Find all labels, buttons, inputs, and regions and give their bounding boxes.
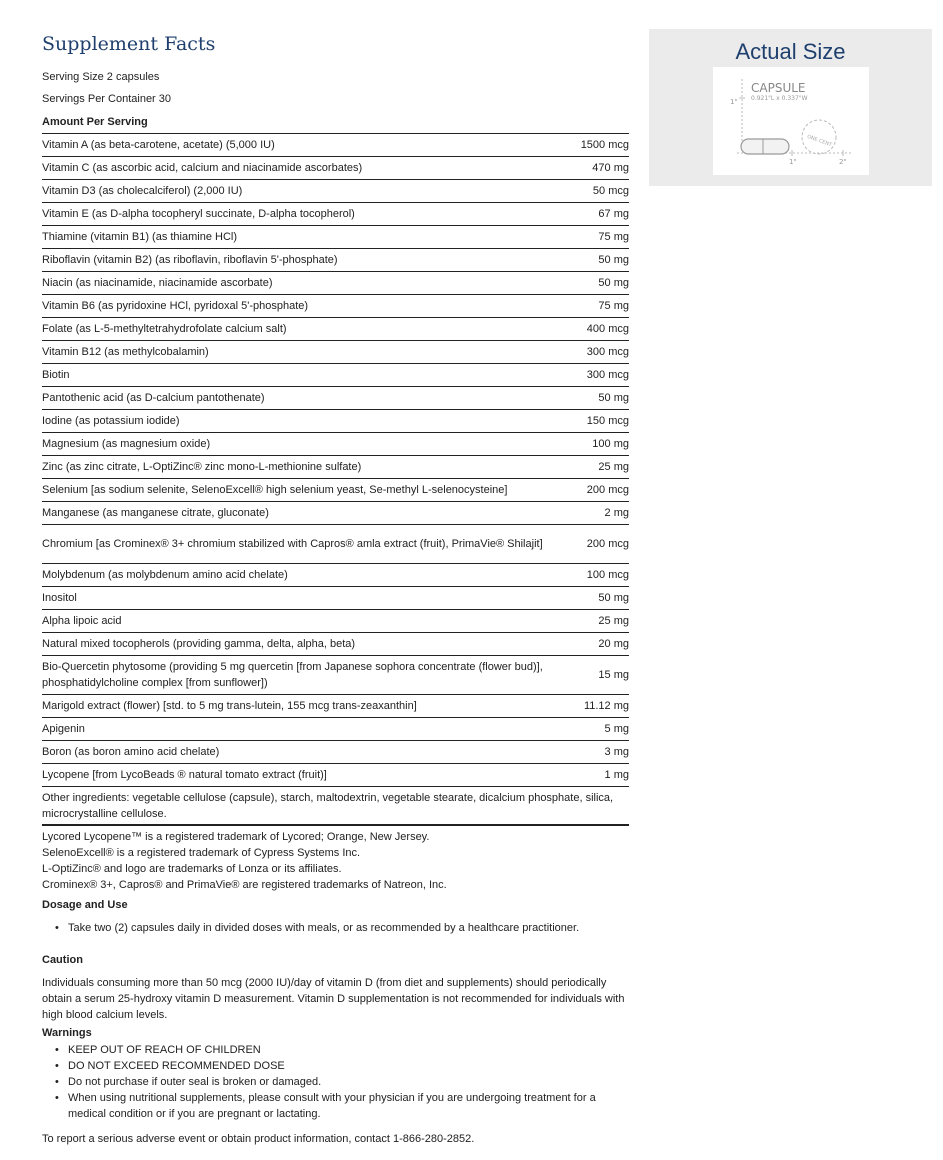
table-row: [42, 456, 629, 479]
nutrient-name: Iodine (as potassium iodide): [42, 415, 180, 427]
nutrient-name: Boron (as boron amino acid chelate): [42, 746, 220, 758]
nutrient-name: Thiamine (vitamin B1) (as thiamine HCl): [42, 231, 237, 243]
nutrient-amount: 67 mg: [598, 208, 629, 220]
table-row: [42, 295, 629, 318]
capsule-diagram: [713, 67, 869, 175]
nutrient-amount: 50 mg: [598, 592, 629, 604]
dosage-list: [42, 920, 629, 936]
trademark-note: L-OptiZinc® and logo are trademarks of Lonza or its affiliates.: [42, 863, 342, 875]
nutrient-name: Magnesium (as magnesium oxide): [42, 438, 211, 450]
adverse-event-contact: To report a serious adverse event or obtain product information, contact 1-866-280-2852.: [42, 1133, 475, 1145]
nutrient-name: Chromium [as Crominex® 3+ chromium stabilized with Capros® amla extract (fruit), PrimaVie® Shilajit]: [42, 538, 543, 550]
table-row: [42, 587, 629, 610]
table-row: [42, 364, 629, 387]
nutrient-name: Inositol: [42, 592, 77, 604]
table-row: [42, 272, 629, 295]
nutrient-name: Pantothenic acid (as D-calcium pantothenate): [42, 392, 265, 404]
table-row: [42, 226, 629, 249]
dosage-heading: Dosage and Use: [42, 899, 128, 911]
nutrient-name: Vitamin A (as beta-carotene, acetate) (5,000 IU): [42, 139, 275, 151]
actual-size-heading: Actual Size: [735, 39, 846, 64]
nutrient-amount: 1 mg: [604, 769, 629, 781]
table-row: [42, 633, 629, 656]
nutrient-name: Selenium [as sodium selenite, SelenoExcell® high selenium yeast, Se-methyl L-selenocysteine]: [42, 484, 508, 496]
nutrient-name: Vitamin B12 (as methylcobalamin): [42, 346, 209, 358]
nutrient-amount: 25 mg: [598, 615, 629, 627]
table-row: [42, 695, 629, 718]
table-row: [42, 387, 629, 410]
ruler-mark-1in-horizontal: 1": [789, 158, 797, 166]
capsule-size-graphic: [713, 67, 869, 175]
table-row: [42, 249, 629, 272]
ruler-mark-2in-horizontal: 2": [839, 158, 847, 166]
table-row: [42, 318, 629, 341]
nutrient-name: Biotin: [42, 369, 70, 381]
trademark-notes: [42, 829, 629, 893]
nutrient-amount: 300 mcg: [586, 346, 629, 358]
nutrient-name: Riboflavin (vitamin B2) (as riboflavin, riboflavin 5'-phosphate): [42, 254, 338, 266]
page-title: Supplement Facts: [42, 33, 216, 55]
nutrient-amount: 300 mcg: [586, 369, 629, 381]
nutrient-name: Manganese (as manganese citrate, gluconate): [42, 507, 269, 519]
nutrient-amount: 200 mcg: [586, 484, 629, 496]
table-row: [42, 564, 629, 587]
trademark-note: SelenoExcell® is a registered trademark of Cypress Systems Inc.: [42, 847, 361, 859]
trademark-note: Lycored Lycopene™ is a registered trademark of Lycored; Orange, New Jersey.: [42, 831, 430, 843]
table-row: [42, 410, 629, 433]
nutrient-amount: 2 mg: [604, 507, 629, 519]
table-row: [42, 502, 629, 525]
list-item: • When using nutritional supplements, please consult with your physician if you are undergoing treatment for a medical condition or if you are pregnant or lactating.: [42, 1090, 629, 1122]
capsule-dimensions: 0.921"L x 0.337"W: [751, 95, 808, 102]
nutrient-amount: 11.12 mg: [583, 700, 629, 712]
caution-text: Individuals consuming more than 50 mcg (2000 IU)/day of vitamin D (from diet and supplements) should periodically obtain a serum 25-hydroxy vitamin D measurement. Vitamin D supplementation is not recommended for individuals with high blood calcium levels.: [42, 977, 625, 1021]
nutrient-amount: 150 mcg: [586, 415, 629, 427]
nutrient-name: Bio-Quercetin phytosome (providing 5 mg quercetin [from Japanese sophora concentrate (flower bud)], phosphatidylcholine complex [from sunflower]): [42, 661, 543, 689]
table-row: [42, 656, 629, 695]
nutrient-name: Vitamin E (as D-alpha tocopheryl succinate, D-alpha tocopherol): [42, 208, 355, 220]
trademark-note: Crominex® 3+, Capros® and PrimaVie® are registered trademarks of Natreon, Inc.: [42, 879, 447, 891]
table-row: [42, 479, 629, 502]
nutrient-name: Marigold extract (flower) [std. to 5 mg trans-lutein, 155 mcg trans-zeaxanthin]: [42, 700, 417, 712]
nutrient-amount: 75 mg: [598, 231, 629, 243]
nutrient-amount: 400 mcg: [586, 323, 629, 335]
nutrient-name: Vitamin B6 (as pyridoxine HCl, pyridoxal 5'-phosphate): [42, 300, 309, 312]
other-ingredients: Other ingredients: vegetable cellulose (capsule), starch, maltodextrin, vegetable stearate, dicalcium phosphate, silica, microcrystalline cellulose.: [42, 790, 629, 826]
nutrient-amount: 50 mg: [598, 392, 629, 404]
nutrient-amount: 100 mcg: [586, 569, 629, 581]
nutrient-amount: 75 mg: [598, 300, 629, 312]
nutrient-name: Lycopene [from LycoBeads ® natural tomato extract (fruit)]: [42, 769, 327, 781]
capsule-shape: [741, 139, 789, 154]
table-row: [42, 203, 629, 226]
nutrient-amount: 50 mcg: [592, 185, 629, 197]
nutrient-name: Zinc (as zinc citrate, L-OptiZinc® zinc mono-L-methionine sulfate): [42, 461, 362, 473]
servings-per-container: Servings Per Container 30: [42, 93, 172, 105]
nutrient-name: Vitamin D3 (as cholecalciferol) (2,000 IU): [42, 185, 243, 197]
table-row: [42, 433, 629, 456]
list-item: • KEEP OUT OF REACH OF CHILDREN: [42, 1042, 629, 1058]
nutrient-amount: 1500 mcg: [580, 139, 629, 151]
list-item: • Do not purchase if outer seal is broken or damaged.: [42, 1074, 629, 1090]
table-row: [42, 741, 629, 764]
table-row: [42, 764, 629, 787]
actual-size-panel: [649, 29, 932, 186]
table-row: [42, 610, 629, 633]
nutrient-name: Apigenin: [42, 723, 85, 735]
nutrient-amount: 100 mg: [592, 438, 629, 450]
nutrient-name: Folate (as L-5-methyltetrahydrofolate calcium salt): [42, 323, 287, 335]
nutrient-name: Alpha lipoic acid: [42, 615, 122, 627]
nutrient-amount: 20 mg: [598, 638, 629, 650]
table-row: [42, 718, 629, 741]
amount-per-serving-header: Amount Per Serving: [42, 116, 629, 134]
table-row: [42, 157, 629, 180]
warnings-heading: Warnings: [42, 1027, 92, 1039]
nutrient-amount: 200 mcg: [586, 538, 629, 550]
caution-heading: Caution: [42, 954, 83, 966]
table-row: [42, 180, 629, 203]
nutrient-amount: 25 mg: [598, 461, 629, 473]
nutrient-amount: 3 mg: [604, 746, 629, 758]
nutrient-amount: 50 mg: [598, 277, 629, 289]
coin-label: ONE CENT: [806, 133, 833, 149]
warnings-list: [42, 1042, 629, 1122]
capsule-label: CAPSULE: [751, 81, 806, 95]
table-row: [42, 341, 629, 364]
nutrient-amount: 5 mg: [604, 723, 629, 735]
serving-size: Serving Size 2 capsules: [42, 71, 160, 83]
nutrient-table: [42, 134, 629, 787]
nutrient-name: Vitamin C (as ascorbic acid, calcium and niacinamide ascorbates): [42, 162, 363, 174]
list-item: • Take two (2) capsules daily in divided doses with meals, or as recommended by a healthcare practitioner.: [42, 920, 629, 936]
nutrient-name: Molybdenum (as molybdenum amino acid chelate): [42, 569, 288, 581]
nutrient-amount: 470 mg: [592, 162, 629, 174]
nutrient-name: Natural mixed tocopherols (providing gamma, delta, alpha, beta): [42, 638, 356, 650]
ruler-mark-1in-vertical: 1": [730, 98, 738, 106]
nutrient-name: Niacin (as niacinamide, niacinamide ascorbate): [42, 277, 273, 289]
list-item: • DO NOT EXCEED RECOMMENDED DOSE: [42, 1058, 629, 1074]
table-row: [42, 134, 629, 157]
nutrient-amount: 50 mg: [598, 254, 629, 266]
nutrient-amount: 15 mg: [598, 669, 629, 681]
table-row: [42, 525, 629, 564]
